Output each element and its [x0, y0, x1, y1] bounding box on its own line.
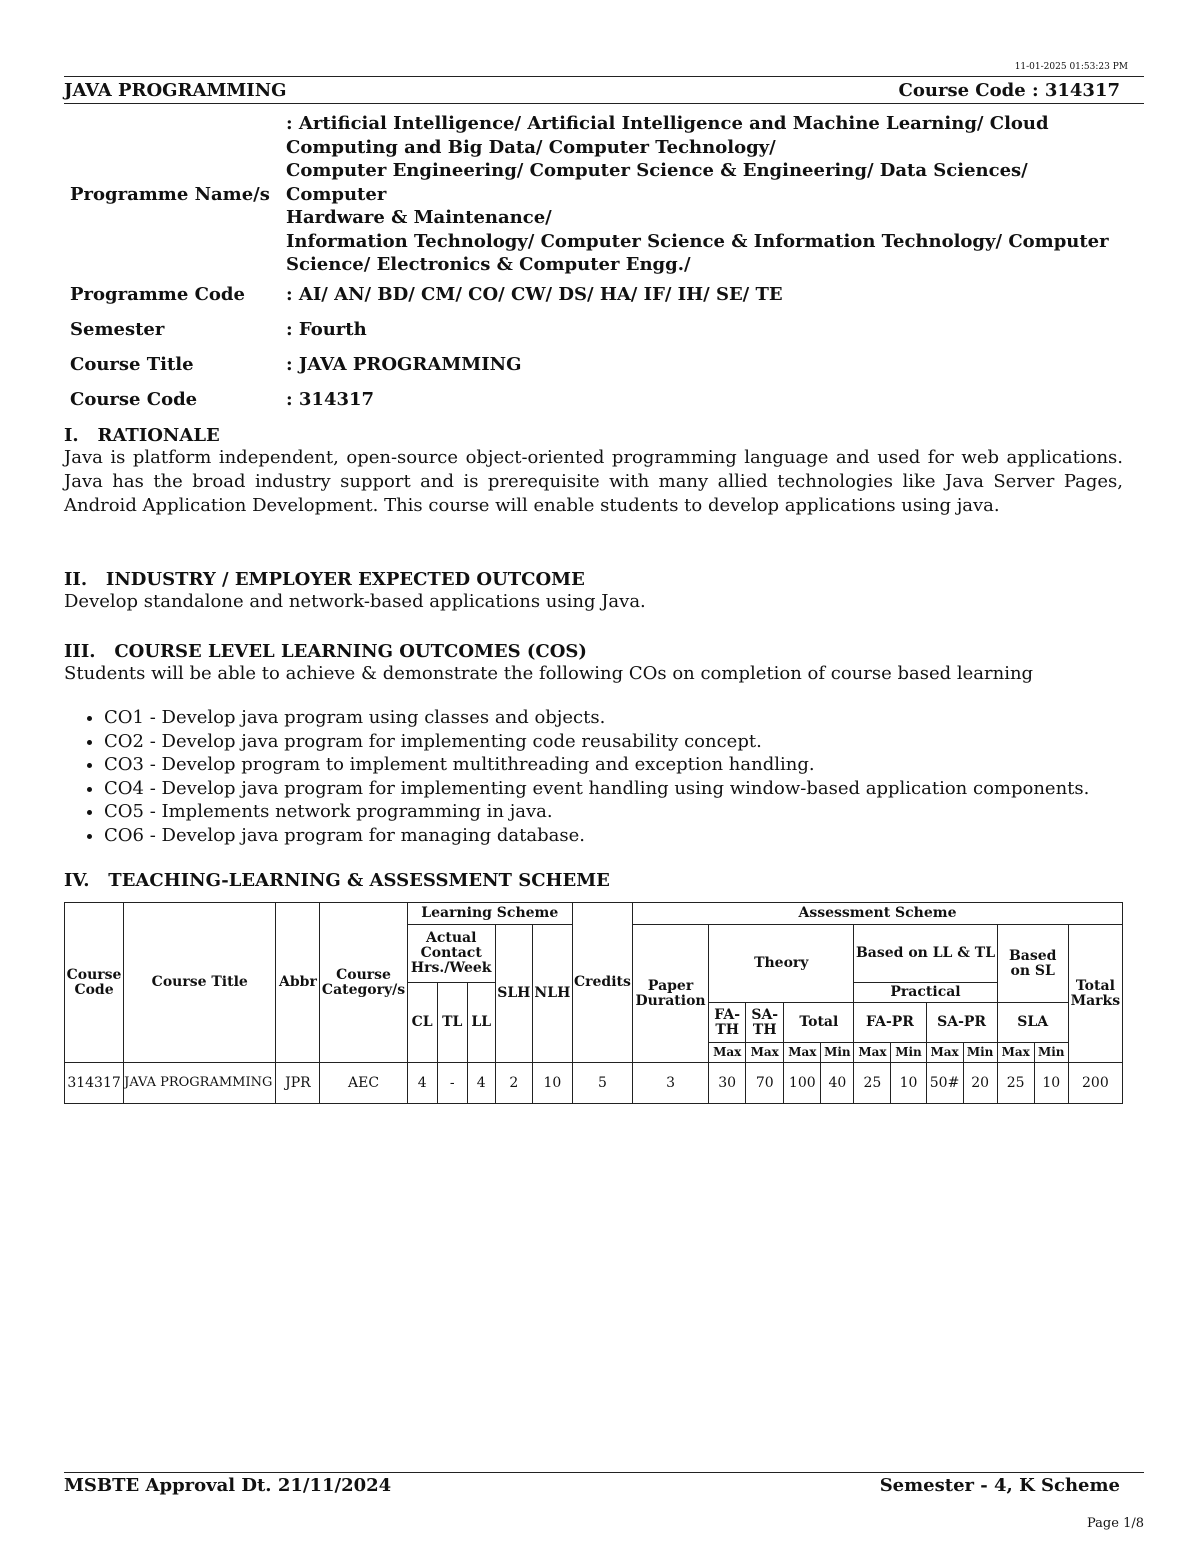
th-based-sl: Based on SL — [997, 925, 1068, 1003]
th-min: Min — [963, 1043, 997, 1063]
header-course-name: JAVA PROGRAMMING — [64, 80, 287, 101]
programme-code-label: Programme Code — [70, 283, 245, 305]
semester-label: Semester — [70, 318, 165, 340]
th-sa-pr: SA-PR — [926, 1003, 997, 1043]
footer-rule — [64, 1472, 1144, 1473]
th-theory: Theory — [709, 925, 854, 1003]
programme-names-line: Science/ Electronics & Computer Engg./ — [286, 254, 691, 275]
cell-ll: 4 — [467, 1063, 495, 1104]
th-max: Max — [926, 1043, 963, 1063]
footer-approval: MSBTE Approval Dt. 21/11/2024 — [64, 1475, 392, 1496]
list-item: • CO2 - Develop java program for implementing code reusability concept. — [104, 730, 1134, 754]
th-fa-th: FA-TH — [709, 1003, 746, 1043]
page-number: Page 1/8 — [1087, 1516, 1144, 1531]
th-fa-pr: FA-PR — [854, 1003, 926, 1043]
list-item: • CO1 - Develop java program using classes and objects. — [104, 706, 1134, 730]
cell-category: AEC — [320, 1063, 407, 1104]
th-slh: SLH — [495, 925, 532, 1063]
th-max: Max — [784, 1043, 821, 1063]
th-nlh: NLH — [532, 925, 572, 1063]
section-title: II. INDUSTRY / EMPLOYER EXPECTED OUTCOME — [64, 569, 585, 590]
page-footer — [64, 1475, 1120, 1496]
cell-paper-duration: 3 — [633, 1063, 709, 1104]
list-item: • CO6 - Develop java program for managing database. — [104, 824, 1134, 848]
th-practical: Practical — [854, 983, 997, 1003]
section-title: III. COURSE LEVEL LEARNING OUTCOMES (COS) — [64, 641, 587, 662]
programme-names-line: Computer Engineering/ Computer Science & Engineering/ Data Sciences/ Computer — [286, 160, 1028, 205]
programme-code-value: : AI/ AN/ BD/ CM/ CO/ CW/ DS/ HA/ IF/ IH/ SE/ TE — [286, 283, 783, 305]
th-sla: SLA — [997, 1003, 1068, 1043]
rationale-text: Java is platform independent, open-source object-oriented programming language and used for web applications. Java has the broad industry support and is prerequisite with many allied technologies like Java Server Pages, Android Application Development. This course will enable students to develop applications using java. — [64, 447, 1123, 516]
th-learning-scheme: Learning Scheme — [407, 903, 572, 925]
cell-slh: 2 — [495, 1063, 532, 1104]
cell-total-marks: 200 — [1068, 1063, 1122, 1104]
industry-section — [64, 569, 1123, 614]
cell-nlh: 10 — [532, 1063, 572, 1104]
list-item: • CO3 - Develop program to implement multithreading and exception handling. — [104, 753, 1134, 777]
cell-fa-pr-min: 10 — [891, 1063, 926, 1104]
cell-cl: 4 — [407, 1063, 437, 1104]
th-ll: LL — [467, 983, 495, 1063]
list-item: • CO5 - Implements network programming in java. — [104, 800, 1134, 824]
course-code-value: : 314317 — [286, 388, 375, 410]
th-paper-duration: Paper Duration — [633, 925, 709, 1063]
th-credits: Credits — [572, 903, 632, 1063]
header-rule-bottom — [64, 103, 1144, 104]
th-sa-th: SA-TH — [746, 1003, 784, 1043]
course-title-value: : JAVA PROGRAMMING — [286, 353, 522, 375]
th-category: Course Category/s — [320, 903, 407, 1063]
th-min: Min — [821, 1043, 854, 1063]
cell-total-max: 100 — [784, 1063, 821, 1104]
programme-names-value — [286, 112, 1130, 277]
cell-code: 314317 — [65, 1063, 124, 1104]
cell-title: JAVA PROGRAMMING — [124, 1063, 276, 1104]
cell-sla-min: 10 — [1034, 1063, 1068, 1104]
programme-names-line: Information Technology/ Computer Science & Information Technology/ Computer — [286, 230, 1109, 252]
th-tl: TL — [437, 983, 467, 1063]
cell-fa-pr-max: 25 — [854, 1063, 891, 1104]
th-min: Min — [891, 1043, 926, 1063]
th-assessment-scheme: Assessment Scheme — [633, 903, 1123, 925]
th-max: Max — [854, 1043, 891, 1063]
th-actual-contact: Actual Contact Hrs./Week — [407, 925, 495, 983]
header-course-code: Course Code : 314317 — [898, 80, 1120, 101]
programme-names-line: : Artificial Intelligence/ Artificial Intelligence and Machine Learning/ Cloud — [286, 113, 1049, 134]
footer-semester: Semester - 4, K Scheme — [879, 1475, 1120, 1496]
th-course-code: Course Code — [65, 903, 124, 1063]
cell-total-min: 40 — [821, 1063, 854, 1104]
th-max: Max — [746, 1043, 784, 1063]
th-course-title: Course Title — [124, 903, 276, 1063]
semester-value: : Fourth — [286, 318, 367, 340]
cell-sa-pr-max: 50# — [926, 1063, 963, 1104]
th-based-ll-tl: Based on LL & TL — [854, 925, 997, 983]
list-item: • CO4 - Develop java program for implementing event handling using window-based application components. — [104, 777, 1134, 801]
cos-intro: Students will be able to achieve & demonstrate the following COs on completion of course based learning — [64, 663, 1034, 684]
section-title: I. RATIONALE — [64, 425, 220, 446]
course-title-label: Course Title — [70, 353, 194, 375]
th-max: Max — [997, 1043, 1034, 1063]
th-total-marks: Total Marks — [1068, 925, 1122, 1063]
course-info-table — [70, 112, 1130, 417]
cell-sa-th-max: 70 — [746, 1063, 784, 1104]
th-total: Total — [784, 1003, 854, 1043]
th-abbr: Abbr — [276, 903, 320, 1063]
th-max: Max — [709, 1043, 746, 1063]
cell-sla-max: 25 — [997, 1063, 1034, 1104]
course-code-label: Course Code — [70, 388, 198, 410]
programme-names-line: Hardware & Maintenance/ — [286, 207, 552, 228]
header-rule-top — [64, 76, 1144, 77]
cell-sa-pr-min: 20 — [963, 1063, 997, 1104]
cos-list — [64, 706, 1134, 847]
cell-tl: - — [437, 1063, 467, 1104]
cell-fa-th-max: 30 — [709, 1063, 746, 1104]
timestamp: 11-01-2025 01:53:23 PM — [1014, 62, 1128, 72]
th-cl: CL — [407, 983, 437, 1063]
page-header — [64, 80, 1120, 101]
programme-names-line: Computing and Big Data/ Computer Technology/ — [286, 136, 776, 158]
th-min: Min — [1034, 1043, 1068, 1063]
cell-abbr: JPR — [276, 1063, 320, 1104]
scheme-table — [64, 902, 1123, 1104]
cell-credits: 5 — [572, 1063, 632, 1104]
table-row — [65, 1063, 1123, 1104]
cos-section — [64, 641, 1134, 847]
rationale-section — [64, 425, 1123, 518]
programme-names-label: Programme Name/s — [70, 183, 270, 205]
section-title: IV. TEACHING-LEARNING & ASSESSMENT SCHEME — [64, 870, 610, 891]
industry-text: Develop standalone and network-based applications using Java. — [64, 591, 646, 612]
